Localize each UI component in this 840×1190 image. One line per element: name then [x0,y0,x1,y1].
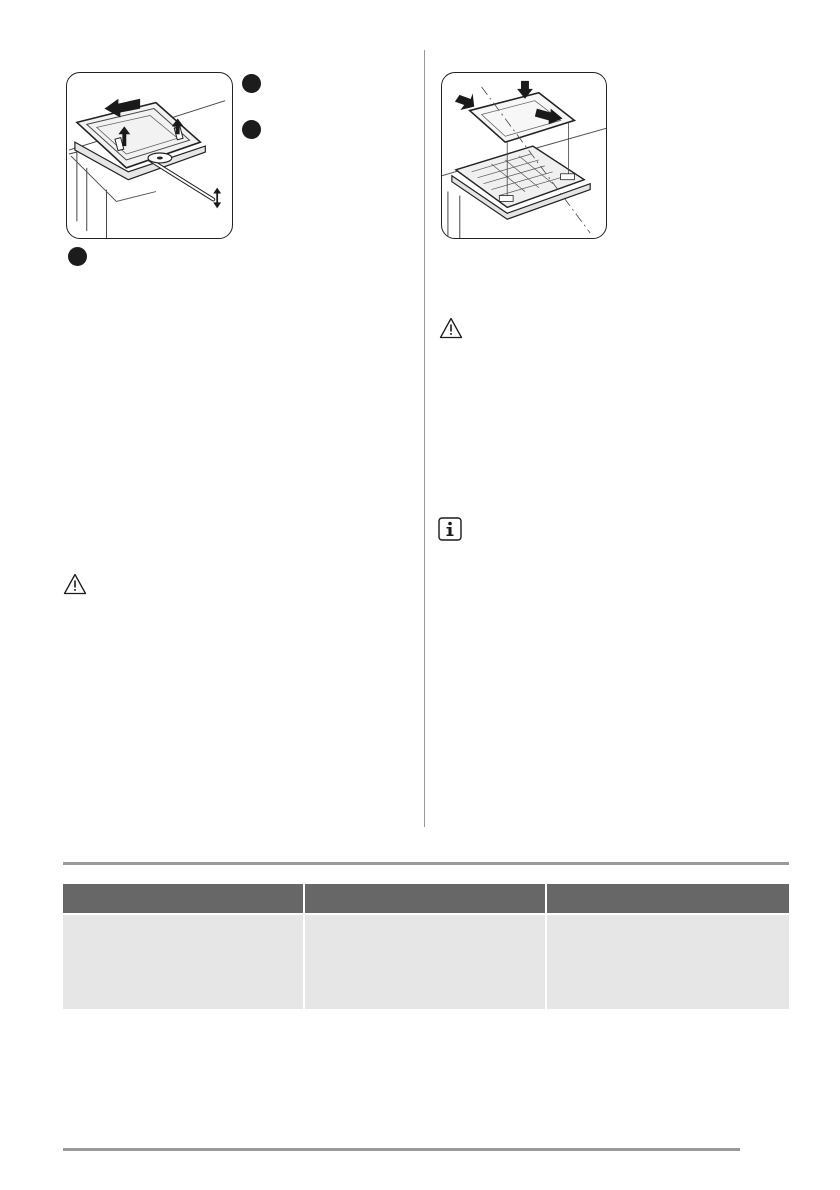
troubleshooting-table [63,884,789,1009]
step-marker-c [68,247,87,266]
right-figure [441,72,607,239]
footer-rule [63,1148,740,1151]
table-header-cell [63,884,303,913]
table-header-cell [547,884,789,913]
table-header-cell [305,884,545,913]
info-icon [438,517,462,541]
oven-door-removal-illustration [67,73,232,238]
section-rule [63,862,789,865]
table-cell [305,915,545,1009]
warning-triangle-icon [439,317,463,339]
column-divider [424,50,425,827]
warning-triangle-icon [63,573,87,595]
step-marker-a [242,74,261,93]
step-marker-b [242,120,261,139]
table-cell [547,915,789,1009]
table-cell [63,915,303,1009]
left-figure [66,72,233,239]
glass-panel-install-illustration [442,73,606,238]
